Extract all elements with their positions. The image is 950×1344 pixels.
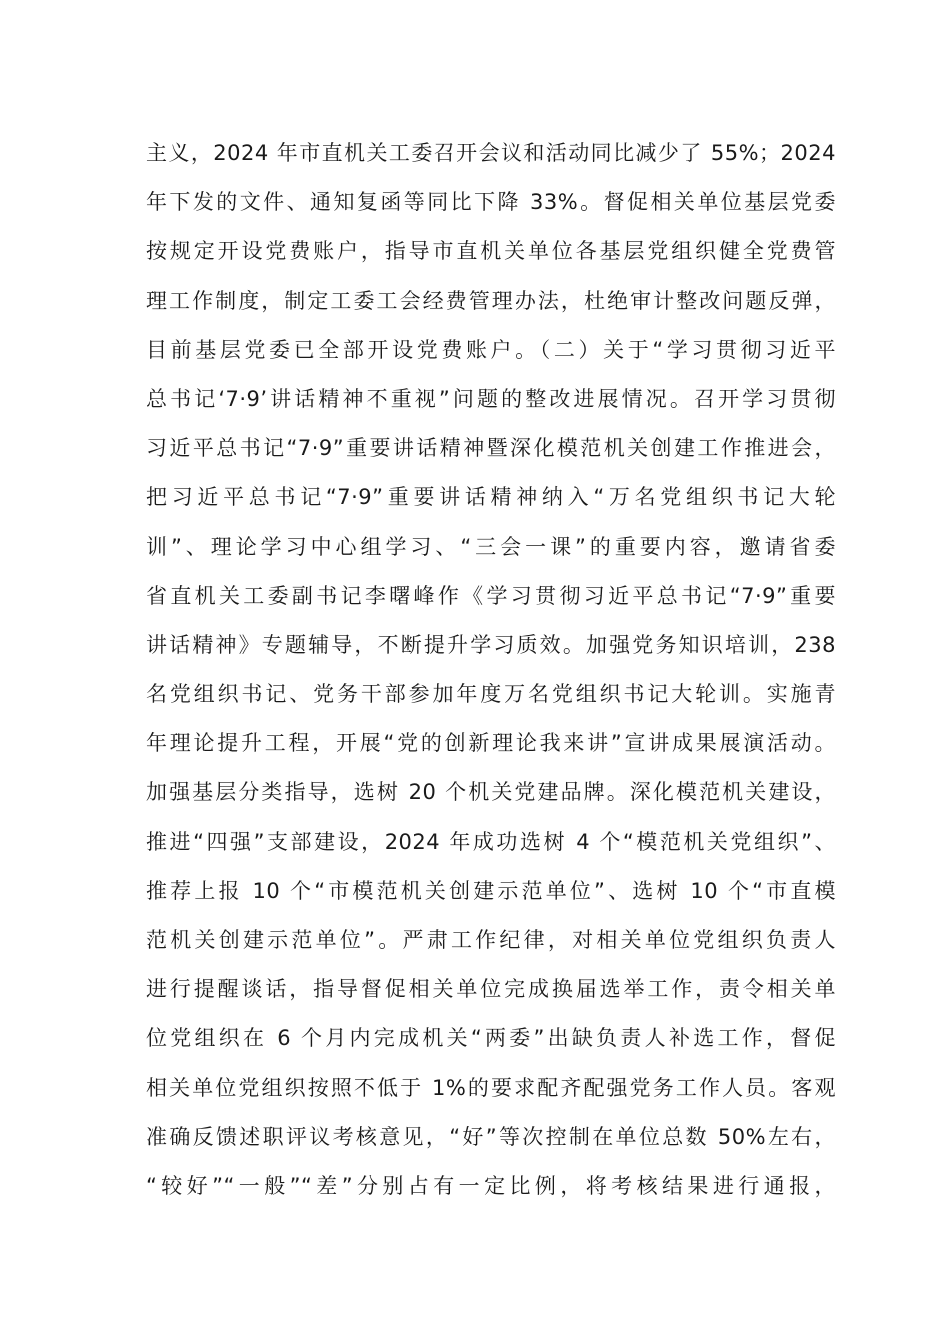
text-line-8: 把习近平总书记“7·9”重要讲话精神纳入“万名党组织书记大轮 [146,485,836,510]
text-line-4: 理工作制度，制定工委工会经费管理办法，杜绝审计整改问题反弹， [146,288,836,313]
text-line-17: 范机关创建示范单位”。严肃工作纪律，对相关单位党组织负责人 [146,928,836,952]
text-line-19: 位党组织在 6 个月内完成机关“两委”出缺负责人补选工作，督促 [146,1026,836,1051]
body-text [146,129,836,1211]
text-line-18: 进行提醒谈话，指导督促相关单位完成换届选举工作，责令相关单 [146,977,836,1002]
text-line-12: 名党组织书记、党务干部参加年度万名党组织书记大轮训。实施青 [146,682,836,707]
text-line-16: 推荐上报 10 个“市模范机关创建示范单位”、选树 10 个“市直模 [146,878,836,903]
text-line-1: 主义，2024 年市直机关工委召开会议和活动同比减少了 55%；2024 [146,141,836,165]
text-line-2: 年下发的文件、通知复函等同比下降 33%。督促相关单位基层党委 [146,190,836,215]
text-line-14: 加强基层分类指导，选树 20 个机关党建品牌。深化模范机关建设， [146,780,836,805]
text-line-22: “较好”“一般”“差”分别占有一定比例，将考核结果进行通报， [146,1173,836,1198]
text-line-6: 总书记‘7·9’讲话精神不重视”问题的整改进展情况。召开学习贯彻 [146,386,836,411]
text-line-3: 按规定开设党费账户，指导市直机关单位各基层党组织健全党费管 [146,239,836,264]
text-line-5: 目前基层党委已全部开设党费账户。（二）关于“学习贯彻习近平 [146,337,836,362]
text-line-7: 习近平总书记“7·9”重要讲话精神暨深化模范机关创建工作推进会， [146,436,836,461]
text-line-11: 讲话精神》专题辅导，不断提升学习质效。加强党务知识培训，238 [146,632,836,657]
text-line-15: 推进“四强”支部建设，2024 年成功选树 4 个“模范机关党组织”、 [146,829,836,854]
text-line-13: 年理论提升工程，开展“党的创新理论我来讲”宣讲成果展演活动。 [146,731,836,756]
text-line-21: 准确反馈述职评议考核意见，“好”等次控制在单位总数 50%左右， [146,1124,836,1149]
text-line-9: 训”、理论学习中心组学习、“三会一课”的重要内容，邀请省委 [146,534,836,559]
text-line-20: 相关单位党组织按照不低于 1%的要求配齐配强党务工作人员。客观 [146,1075,836,1100]
text-line-10: 省直机关工委副书记李曙峰作《学习贯彻习近平总书记“7·9”重要 [146,583,836,608]
